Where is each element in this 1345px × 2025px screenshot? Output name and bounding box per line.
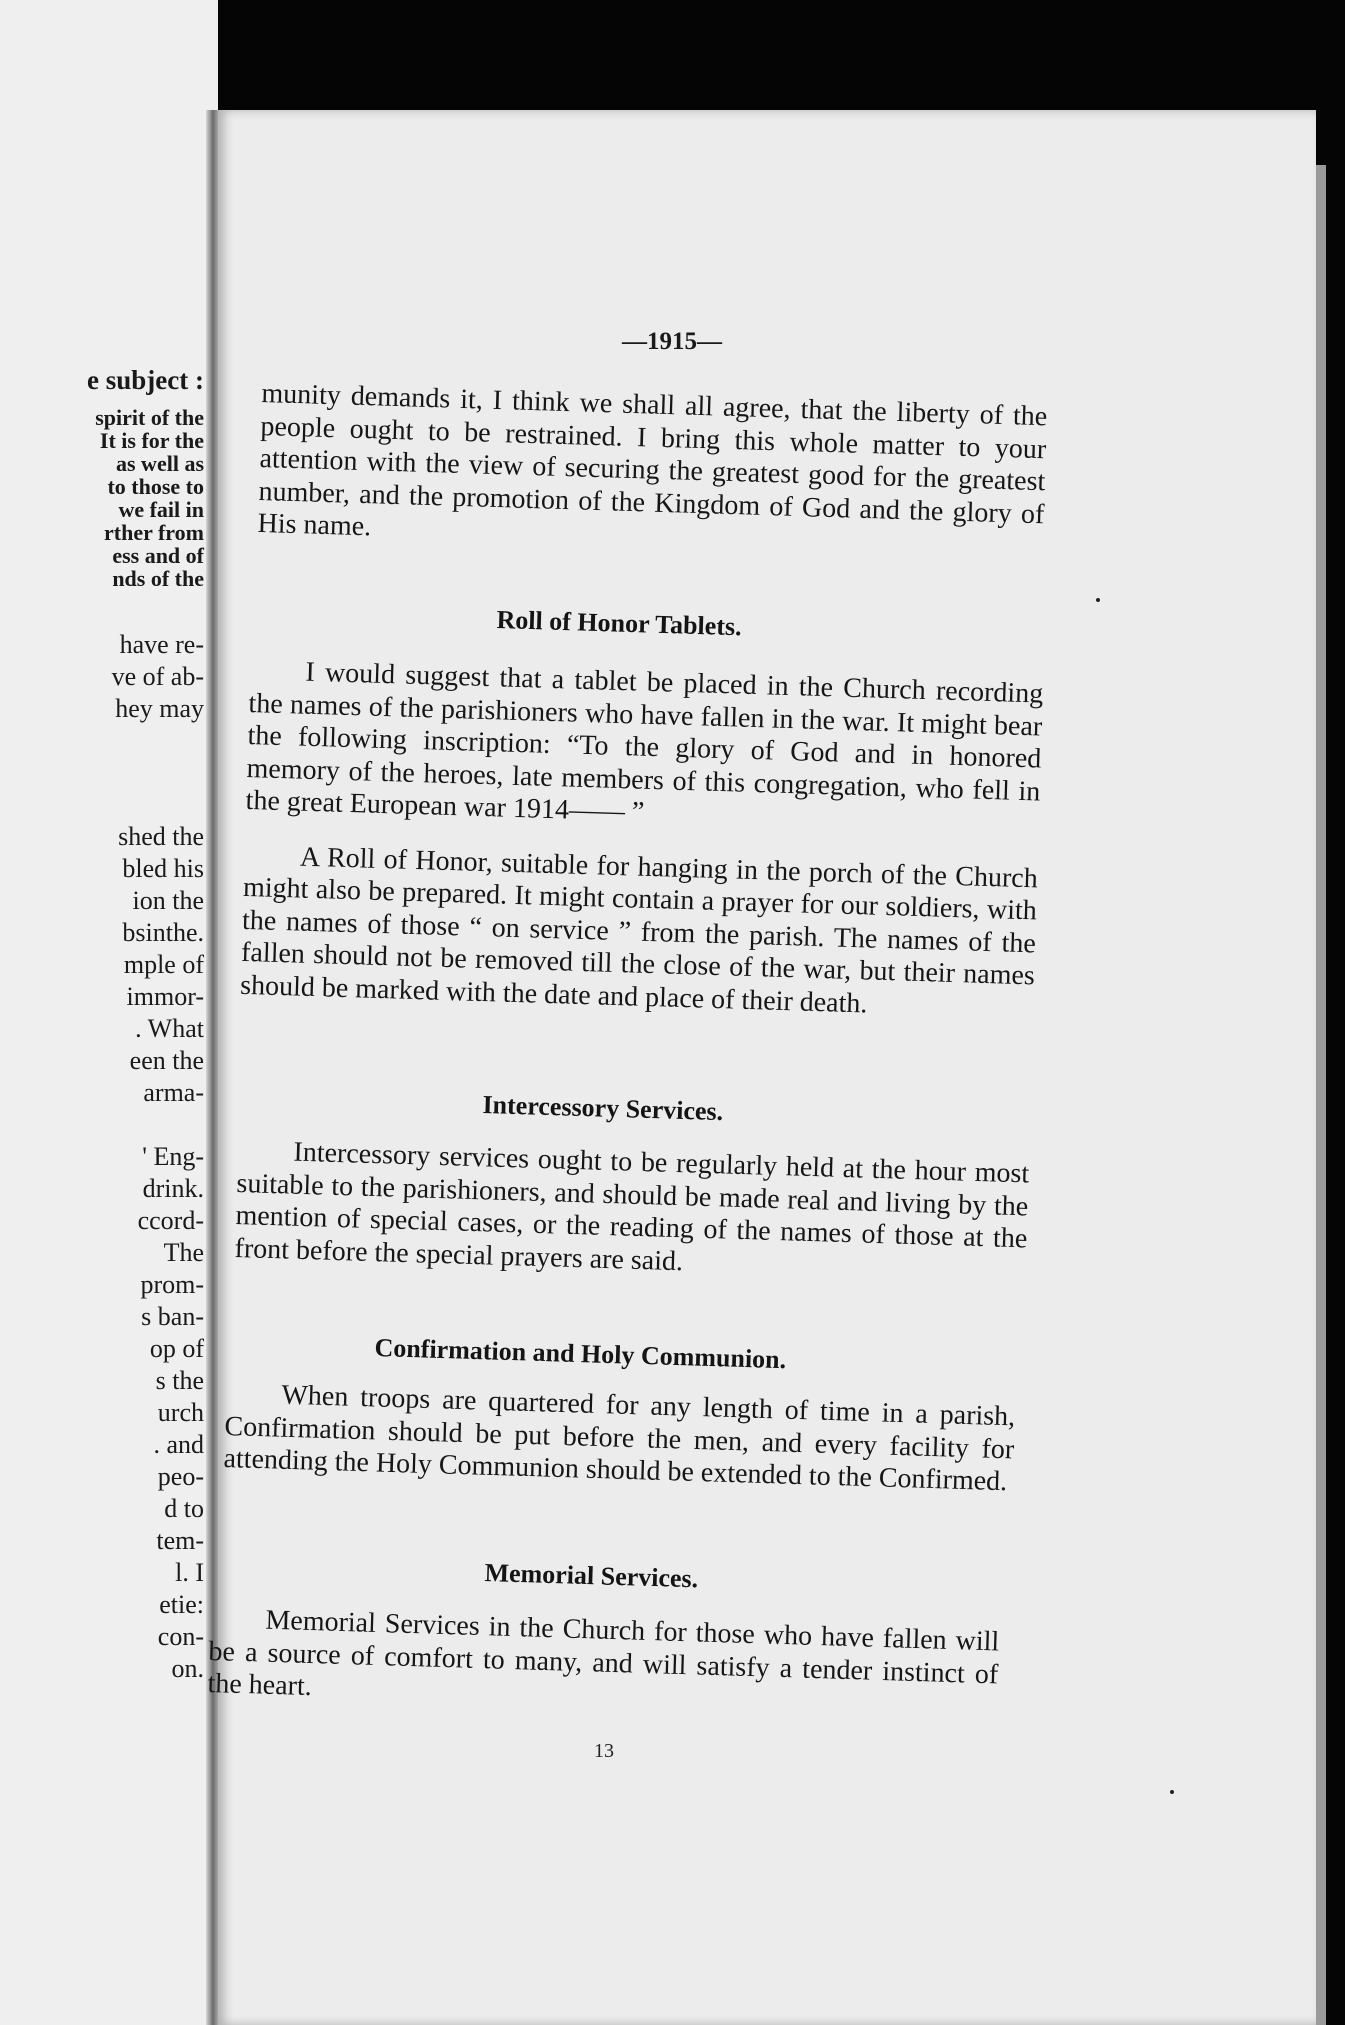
page-header: —1915— (622, 328, 722, 355)
facing-line: we fail in (118, 497, 204, 522)
section-heading-roll-of-honor: Roll of Honor Tablets. (496, 605, 743, 642)
section-roll-of-honor (240, 655, 1044, 1025)
facing-line: urch (157, 1398, 204, 1427)
page-edge (1316, 165, 1326, 2025)
facing-line: s ban- (141, 1302, 204, 1331)
page-number: 13 (594, 1740, 614, 1762)
section-heading-intercessory: Intercessory Services. (482, 1090, 724, 1127)
facing-line: ccord- (137, 1206, 204, 1235)
facing-line: shed the (118, 822, 204, 851)
facing-line: con- (157, 1622, 204, 1651)
facing-line: . and (153, 1430, 204, 1459)
facing-line: The (163, 1238, 204, 1267)
facing-line: immor- (126, 982, 204, 1011)
facing-line: ' Eng- (142, 1142, 204, 1171)
paragraph: Intercessory services ought to be regularly held at the hour most suitable to the parishioners, and should be made real and living by the mention of special cases, or the reading of the names of those at the front before the special prayers are said. (234, 1136, 1030, 1277)
section-heading-memorial: Memorial Services. (484, 1558, 699, 1594)
section-intercessory (234, 1135, 1030, 1288)
facing-line: bsinthe. (122, 918, 204, 947)
paragraph: When troops are quartered for any length of time in a parish, Confirmation should be put before the men, and every facility for attending the Holy Communion should be extended to the Confirmed. (223, 1379, 1016, 1498)
facing-line: prom- (140, 1270, 204, 1299)
facing-line: arma- (143, 1078, 204, 1107)
speck (1096, 598, 1100, 602)
paragraph: I would suggest that a tablet be placed in the Church recording the names of the parishioners who have fallen in the war. It might bear the following inscription: “To the glory of God and in honored memory of the heroes, late members of this congregation, who fell in the great European war 1914—— ” (245, 656, 1044, 828)
facing-line: have re- (119, 630, 204, 659)
facing-line: s the (155, 1366, 204, 1395)
facing-line: een the (129, 1046, 204, 1075)
facing-line: op of (149, 1334, 204, 1363)
facing-line: e subject : (87, 365, 204, 395)
facing-line: bled his (122, 854, 204, 883)
facing-line: etie: (159, 1590, 204, 1619)
facing-line: d to (164, 1494, 204, 1523)
facing-line: to those to (107, 474, 204, 499)
paragraph: munity demands it, I think we shall all agree, that the liberty of the people ought to be restrained. I bring this whole matter to your attention with the view of securing the greatest good for the greatest number, and the promotion of the Kingdom of God and the glory of His name. (257, 378, 1048, 543)
facing-line: as well as (116, 451, 204, 476)
speck (1170, 1790, 1174, 1794)
facing-line: drink. (142, 1174, 204, 1203)
intro-paragraph (257, 378, 1047, 564)
paragraph: A Roll of Honor, suitable for hanging in the porch of the Church might also be prepared. It might contain a prayer for our soldiers, with the names of those “ on service ” from the parish. The names of the fallen should not be removed till the close of the war, but their names should be marked with the date and place of their death. (239, 841, 1039, 1019)
facing-line: on. (171, 1654, 204, 1683)
facing-line: rther from (104, 520, 204, 545)
section-heading-confirmation: Confirmation and Holy Communion. (374, 1333, 787, 1375)
facing-line: mple of (123, 950, 204, 979)
facing-line: peo- (157, 1462, 204, 1491)
facing-page (0, 0, 218, 2025)
facing-line: hey may (115, 694, 204, 723)
facing-line: ess and of (112, 543, 204, 568)
facing-line: ion the (132, 886, 204, 915)
facing-line: l. I (175, 1558, 204, 1587)
facing-line: . What (135, 1014, 204, 1043)
facing-line: tem- (156, 1526, 204, 1555)
facing-line: It is for the (99, 428, 204, 453)
paragraph: Memorial Services in the Church for those who have fallen will be a source of comfort to many, and will satisfy a tender instinct of the heart. (207, 1604, 1000, 1703)
facing-line: spirit of the (95, 405, 204, 430)
facing-line: ve of ab- (111, 662, 204, 691)
facing-line: nds of the (112, 566, 204, 591)
